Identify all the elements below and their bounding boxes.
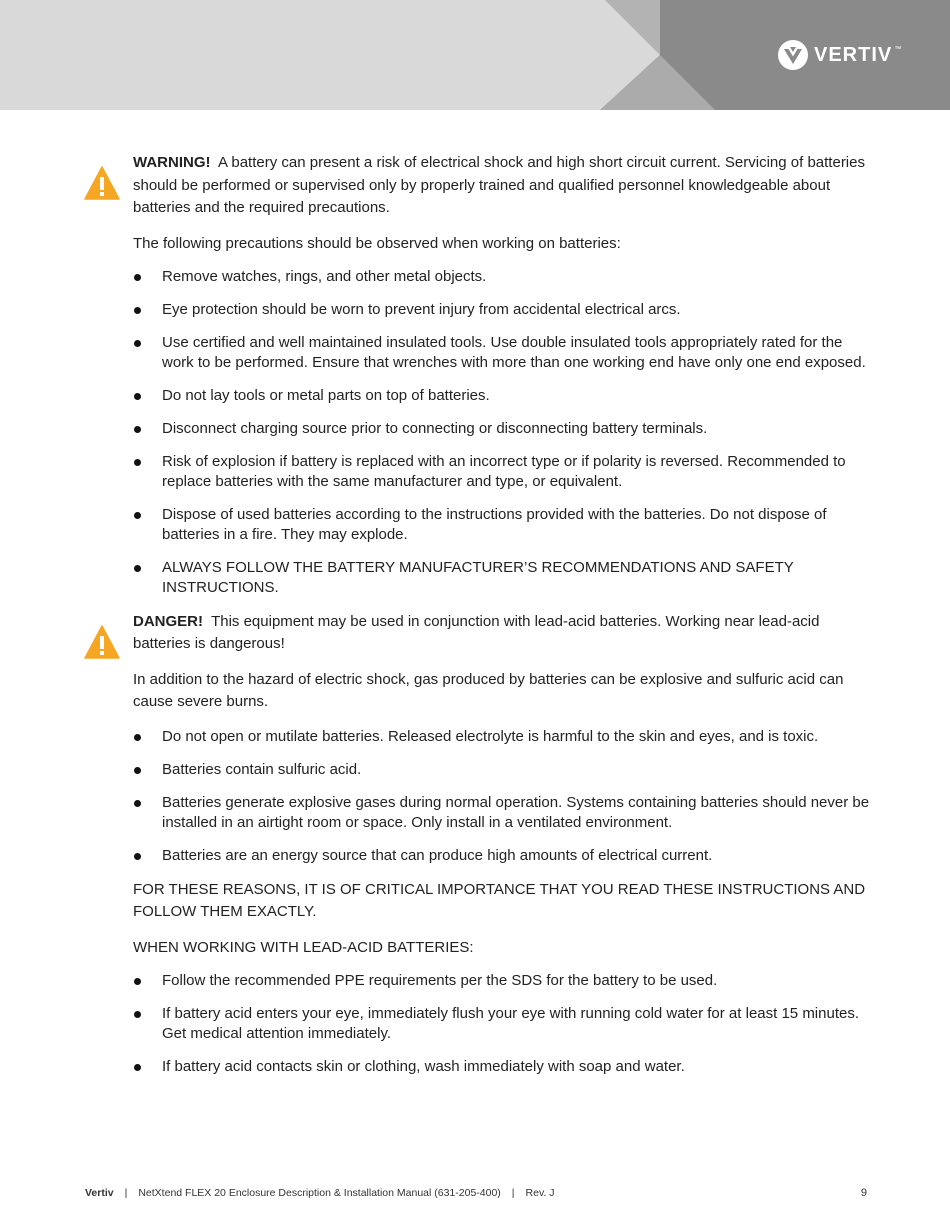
- list-item-text: Eye protection should be worn to prevent injury from accidental electrical arcs.: [162, 300, 681, 318]
- list-item-text: Dispose of used batteries according to the instructions provided with the batteries. Do not dispose of batteries in a fire. They may explode.: [162, 505, 827, 543]
- bullet-icon: [134, 853, 141, 860]
- warning-notice: [133, 152, 873, 220]
- list-item: [133, 971, 873, 991]
- list-item: [133, 793, 873, 833]
- danger-triangle-icon: [84, 625, 120, 659]
- list-item: [133, 760, 873, 780]
- bullet-icon: [134, 800, 141, 807]
- list-item-text: Batteries generate explosive gases during normal operation. Systems containing batteries should never be installed in an airtight room or space. Only install in a ventilated environment.: [162, 793, 870, 831]
- list-item-text: Disconnect charging source prior to connecting or disconnecting battery terminals.: [162, 419, 708, 437]
- list-item: [133, 333, 873, 373]
- bullet-icon: [134, 1064, 141, 1071]
- list-item: [133, 386, 873, 406]
- danger-notice: [133, 611, 873, 656]
- footer-revision: Rev. J: [525, 1187, 555, 1199]
- list-item-text: Risk of explosion if battery is replaced with an incorrect type or if polarity is reversed. Recommended to replace batteries with the same manufacturer and type, or equivalent.: [162, 452, 846, 490]
- page-header: [0, 0, 950, 110]
- bullet-icon: [134, 767, 141, 774]
- footer-brand: Vertiv: [85, 1187, 114, 1199]
- header-shape-top: [605, 0, 660, 55]
- list-item: [133, 1057, 873, 1077]
- list-item-text: ALWAYS FOLLOW THE BATTERY MANUFACTURER’S RECOMMENDATIONS AND SAFETY INSTRUCTIONS.: [162, 558, 794, 596]
- bullet-icon: [134, 565, 141, 572]
- hazard-intro: In addition to the hazard of electric shock, gas produced by batteries can be explosive and sulfuric acid can cause severe burns.: [133, 670, 844, 710]
- list-item: [133, 452, 873, 492]
- list-item-text: Follow the recommended PPE requirements per the SDS for the battery to be used.: [162, 971, 718, 989]
- precautions-intro: The following precautions should be observed when working on batteries:: [133, 234, 621, 252]
- list-item: [133, 727, 873, 747]
- warning-label: WARNING!: [133, 154, 211, 171]
- list-item-text: Do not open or mutilate batteries. Released electrolyte is harmful to the skin and eyes, and is toxic.: [162, 727, 819, 745]
- bullet-icon: [134, 340, 141, 347]
- bullet-icon: [134, 459, 141, 466]
- bullet-icon: [134, 1011, 141, 1018]
- hazards-list: [133, 727, 873, 866]
- warning-text: A battery can present a risk of electrical shock and high short circuit current. Servicing of batteries should be performed or supervised only by properly trained and qualified personnel knowledgeable about batteries and the required precautions.: [133, 154, 865, 216]
- critical-notice: FOR THESE REASONS, IT IS OF CRITICAL IMPORTANCE THAT YOU READ THESE INSTRUCTIONS AND FOLLOW THEM EXACTLY.: [133, 880, 866, 920]
- bullet-icon: [134, 512, 141, 519]
- danger-text: This equipment may be used in conjunction with lead-acid batteries. Working near lead-acid batteries is dangerous!: [133, 612, 820, 652]
- bullet-icon: [134, 393, 141, 400]
- vertiv-logo: [778, 40, 901, 70]
- list-item: [133, 267, 873, 287]
- logo-trademark: ™: [894, 46, 902, 53]
- list-item-text: Do not lay tools or metal parts on top of batteries.: [162, 386, 490, 404]
- list-item-text: If battery acid enters your eye, immediately flush your eye with running cold water for at least 15 minutes. Get medical attention immediately.: [162, 1004, 860, 1042]
- footer-separator: |: [511, 1187, 515, 1199]
- page-number: 9: [860, 1187, 867, 1199]
- footer-document-title: NetXtend FLEX 20 Enclosure Description & Installation Manual (631-205-400): [138, 1187, 501, 1199]
- bullet-icon: [134, 734, 141, 741]
- logo-wordmark: VERTIV: [814, 43, 893, 66]
- vertiv-logo-icon: [778, 40, 808, 70]
- list-item: [133, 1004, 873, 1044]
- list-item-text: Use certified and well maintained insulated tools. Use double insulated tools appropriately rated for the work to be performed. Ensure that wrenches with more than one working end have only one end exposed.: [162, 333, 866, 371]
- footer-separator: |: [124, 1187, 128, 1199]
- list-item-text: If battery acid contacts skin or clothing, wash immediately with soap and water.: [162, 1057, 685, 1075]
- list-item-text: Batteries contain sulfuric acid.: [162, 760, 362, 778]
- page-footer: [85, 1187, 867, 1199]
- list-item-text: Remove watches, rings, and other metal objects.: [162, 267, 487, 285]
- bullet-icon: [134, 426, 141, 433]
- list-item: [133, 846, 873, 866]
- warning-triangle-icon: [84, 166, 120, 200]
- list-item: [133, 419, 873, 439]
- lead-acid-list: [133, 971, 873, 1077]
- bullet-icon: [134, 274, 141, 281]
- list-item: [133, 300, 873, 320]
- precautions-list: [133, 267, 873, 598]
- bullet-icon: [134, 978, 141, 985]
- list-item: [133, 505, 873, 545]
- page-content: [133, 152, 873, 1090]
- bullet-icon: [134, 307, 141, 314]
- danger-label: DANGER!: [133, 612, 203, 630]
- lead-acid-heading: WHEN WORKING WITH LEAD-ACID BATTERIES:: [133, 938, 474, 956]
- list-item: [133, 558, 873, 598]
- list-item-text: Batteries are an energy source that can produce high amounts of electrical current.: [162, 846, 713, 864]
